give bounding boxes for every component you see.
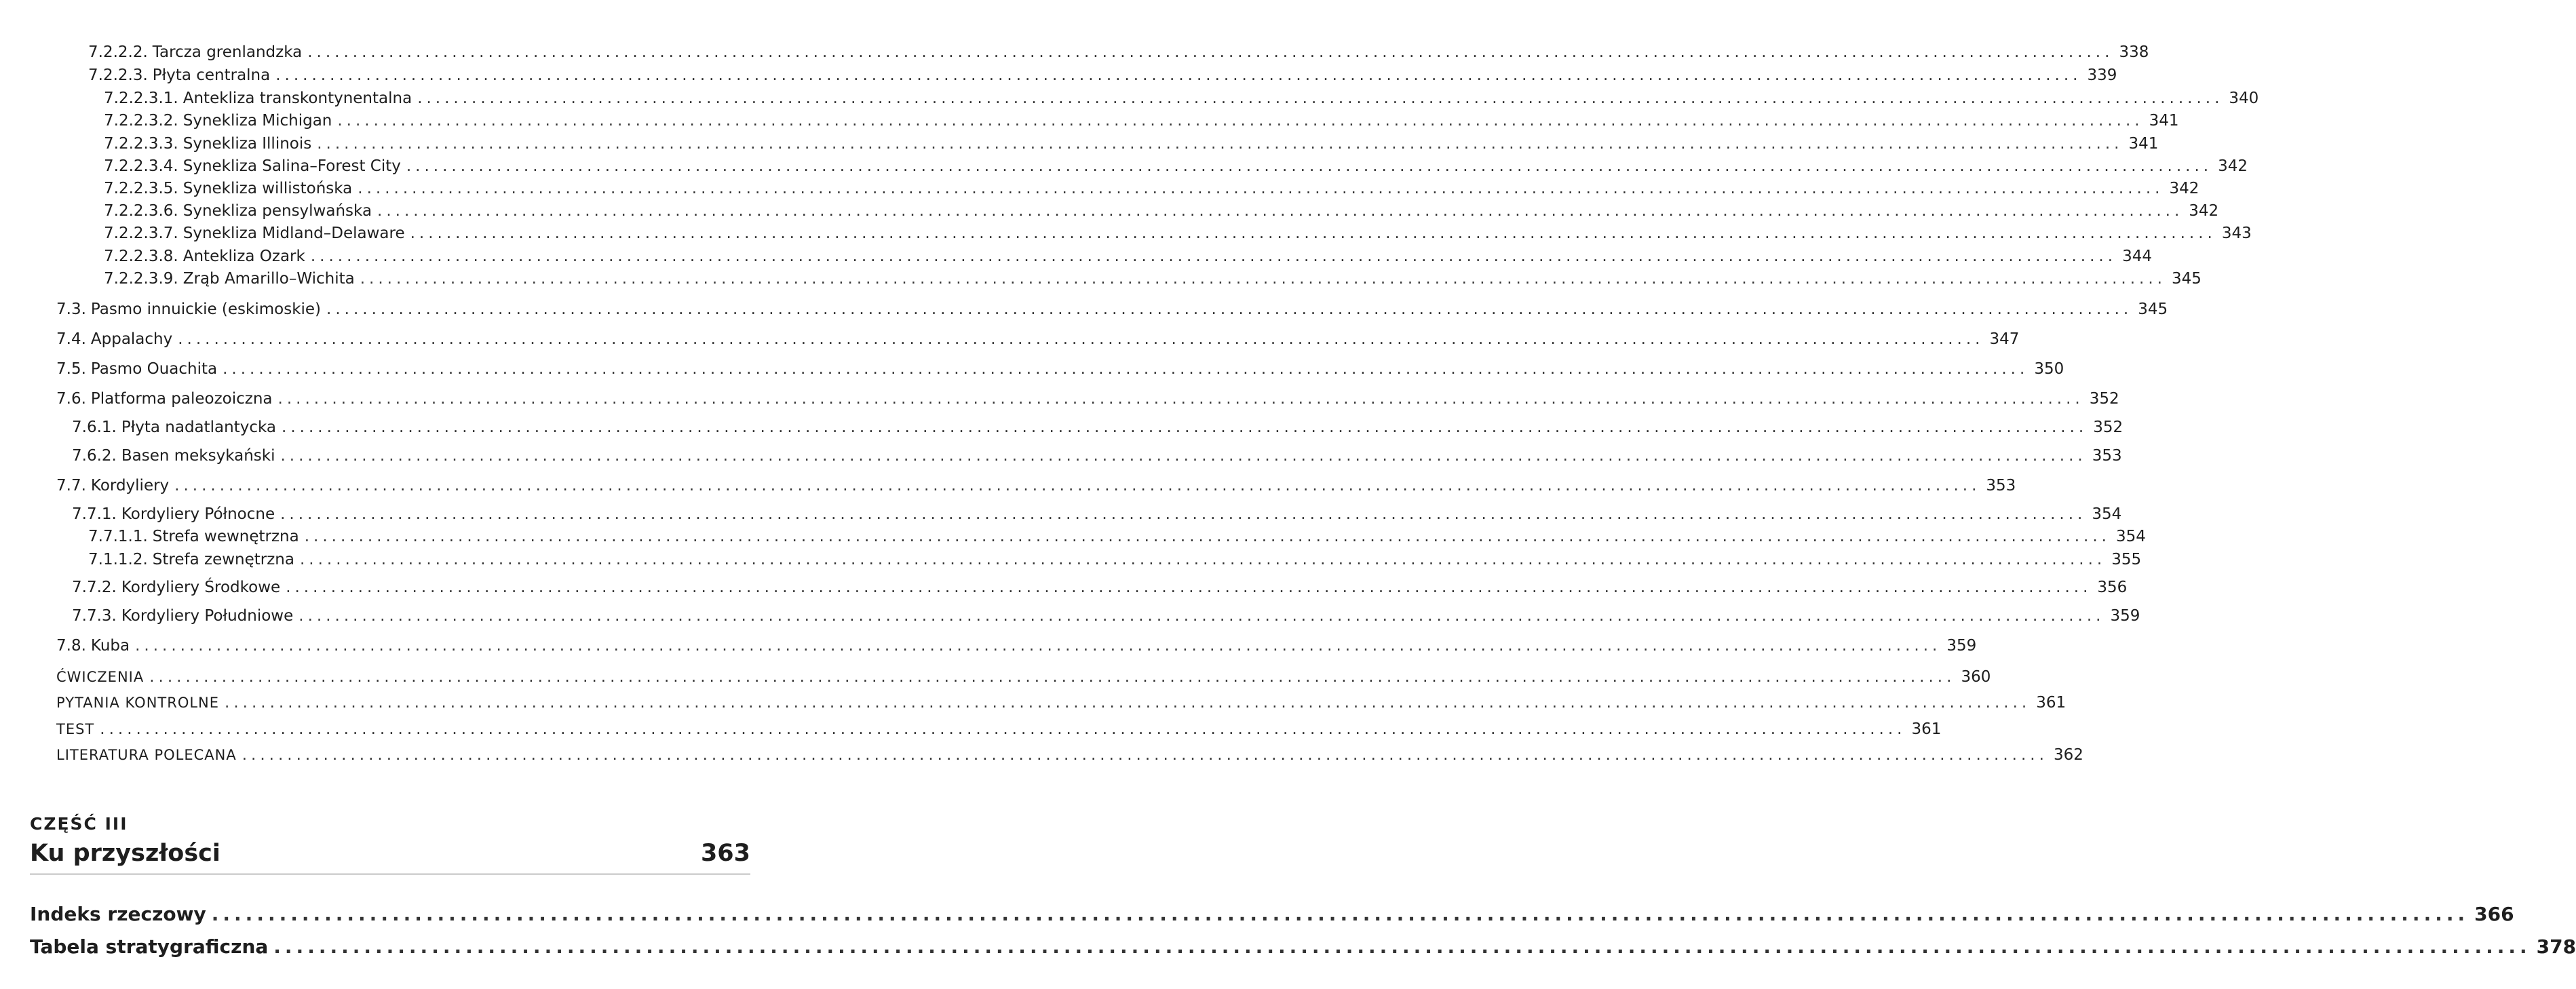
dot-leader: ........................................................................................................................................................................................................ bbox=[211, 903, 2469, 925]
toc-entry-page: 359 bbox=[1946, 637, 1977, 655]
toc-entry-title: Zrąb Amarillo–Wichita bbox=[182, 270, 355, 288]
toc-entry-title: Synekliza willistońska bbox=[182, 180, 353, 197]
toc-entry-title: PYTANIA KONTROLNE bbox=[56, 695, 220, 711]
toc-entry bbox=[88, 526, 2146, 547]
toc-entry-title: Tarcza grenlandzka bbox=[152, 43, 303, 61]
back-matter-page: 366 bbox=[2474, 903, 2514, 925]
toc-entry-number: 7.3. bbox=[56, 300, 86, 318]
toc-entry bbox=[88, 549, 2142, 570]
back-matter-entry bbox=[30, 902, 2514, 927]
dot-leader: ........................................................................................................................................................................................................ bbox=[310, 248, 2117, 265]
dot-leader: ........................................................................................................................................................................................................ bbox=[277, 390, 2084, 408]
toc-entry-page: 350 bbox=[2034, 360, 2064, 378]
dot-leader: ........................................................................................................................................................................................................ bbox=[299, 607, 2105, 625]
toc-entry-title: Płyta centralna bbox=[152, 66, 271, 84]
toc-entry-number: 7.8. bbox=[56, 637, 86, 655]
toc-entry-title: Pasmo Ouachita bbox=[90, 360, 218, 378]
back-matter-page: 378 bbox=[2536, 935, 2576, 958]
toc-entry bbox=[104, 134, 2159, 154]
part-title: Ku przyszłości bbox=[30, 840, 220, 867]
toc-entry-title: Pasmo innuickie (eskimoskie) bbox=[90, 300, 322, 318]
toc-entry-page: 353 bbox=[2092, 447, 2122, 465]
toc-entry-number: 7.7.2. bbox=[72, 579, 117, 596]
dot-leader: ........................................................................................................................................................................................................ bbox=[417, 90, 2224, 107]
dot-leader: ........................................................................................................................................................................................................ bbox=[286, 579, 2092, 596]
toc-entry-title: Synekliza pensylwańska bbox=[182, 202, 372, 220]
toc-entry-page: 341 bbox=[2149, 112, 2179, 130]
toc-entry-number: 7.2.2.3.5. bbox=[104, 180, 178, 197]
toc-entry bbox=[56, 745, 2083, 765]
toc-entry-number: 7.2.2.3.1. bbox=[104, 90, 178, 107]
dot-leader: ........................................................................................................................................................................................................ bbox=[358, 180, 2164, 197]
toc-entry-number: 7.2.2.3.4. bbox=[104, 157, 178, 175]
toc-entry bbox=[104, 88, 2259, 109]
toc-entry bbox=[104, 269, 2202, 289]
toc-entry-title: TEST bbox=[56, 721, 95, 737]
toc-entry-title: Appalachy bbox=[90, 330, 173, 348]
toc-entry-page: 338 bbox=[2119, 43, 2149, 61]
toc-entry-page: 340 bbox=[2229, 90, 2259, 107]
dot-leader: ........................................................................................................................................................................................................ bbox=[410, 225, 2216, 242]
toc-entry-number: 7.7.1. bbox=[72, 505, 117, 523]
toc-entry-title: Płyta nadatlantycka bbox=[121, 419, 277, 436]
toc-entry-page: 341 bbox=[2128, 135, 2159, 153]
toc-entry bbox=[56, 693, 2066, 713]
toc-entry-title: Strefa zewnętrzna bbox=[152, 551, 294, 568]
back-matter-title: Indeks rzeczowy bbox=[30, 903, 206, 925]
toc-entry bbox=[56, 299, 2168, 319]
toc-entry bbox=[88, 42, 2149, 62]
toc-entry-number: 7.2.2.3.9. bbox=[104, 270, 178, 288]
dot-leader: ........................................................................................................................................................................................................ bbox=[178, 330, 1984, 348]
toc-entry-page: 359 bbox=[2110, 607, 2140, 625]
toc-entry-title: Basen meksykański bbox=[121, 447, 275, 465]
toc-entry-number: 7.2.2.3.8. bbox=[104, 248, 178, 265]
dot-leader: ........................................................................................................................................................................................................ bbox=[275, 66, 2082, 84]
toc-entry-number: 7.5. bbox=[56, 360, 86, 378]
toc-entry-title: Kordyliery Południowe bbox=[121, 607, 294, 625]
dot-leader: ........................................................................................................................................................................................................ bbox=[225, 694, 2031, 712]
toc-entry-page: 342 bbox=[2218, 157, 2248, 175]
toc-entry bbox=[56, 667, 1991, 687]
toc-entry-title: Synekliza Michigan bbox=[182, 112, 332, 130]
dot-leader: ........................................................................................................................................................................................................ bbox=[317, 135, 2123, 153]
toc-entry-title: Kordyliery Środkowe bbox=[121, 579, 281, 596]
toc-entry-page: 343 bbox=[2221, 225, 2252, 242]
toc-entry-page: 362 bbox=[2053, 746, 2083, 764]
toc-entry bbox=[104, 246, 2152, 267]
toc-entry-title: Platforma paleozoiczna bbox=[90, 390, 273, 408]
toc-entry-page: 352 bbox=[2093, 419, 2123, 436]
toc-entry-number: 7.6.2. bbox=[72, 447, 117, 465]
toc-entry-title: Antekliza Ozark bbox=[182, 248, 305, 265]
toc-entry-number: 7.2.2.2. bbox=[88, 43, 148, 61]
toc-entry bbox=[104, 223, 2252, 244]
toc-entry-page: 361 bbox=[1911, 720, 1942, 738]
dot-leader: ........................................................................................................................................................................................................ bbox=[223, 360, 2029, 378]
toc-entry-page: 353 bbox=[1986, 477, 2016, 495]
toc-entry-page: 339 bbox=[2087, 66, 2117, 84]
toc-entry bbox=[56, 719, 1942, 739]
toc-entry-title: Synekliza Illinois bbox=[182, 135, 312, 153]
dot-leader: ........................................................................................................................................................................................................ bbox=[100, 720, 1906, 738]
dot-leader: ........................................................................................................................................................................................................ bbox=[282, 419, 2088, 436]
part-label: CZĘŚĆ III bbox=[30, 814, 128, 834]
dot-leader: ........................................................................................................................................................................................................ bbox=[135, 637, 1942, 655]
back-matter-entry bbox=[30, 935, 2576, 959]
toc-entry-page: 355 bbox=[2111, 551, 2142, 568]
toc-entry-page: 360 bbox=[1961, 668, 1991, 686]
toc-entry bbox=[104, 111, 2179, 131]
dot-leader: ........................................................................................................................................................................................................ bbox=[273, 935, 2531, 958]
toc-entry-page: 361 bbox=[2036, 694, 2066, 712]
toc-entry-number: 7.7.3. bbox=[72, 607, 117, 625]
dot-leader: ........................................................................................................................................................................................................ bbox=[280, 505, 2087, 523]
toc-entry-title: Kordyliery Północne bbox=[121, 505, 275, 523]
part-page: 363 bbox=[700, 840, 750, 867]
dot-leader: ........................................................................................................................................................................................................ bbox=[304, 528, 2111, 545]
toc-entry bbox=[56, 389, 2119, 409]
toc-entry-number: 7.2.2.3.3. bbox=[104, 135, 178, 153]
toc-entry-title: Kuba bbox=[90, 637, 130, 655]
toc-entry bbox=[56, 329, 2020, 349]
toc-entry bbox=[56, 636, 1977, 656]
dot-leader: ........................................................................................................................................................................................................ bbox=[149, 668, 1956, 686]
toc-entry-title: Kordyliery bbox=[90, 477, 170, 495]
toc-entry-page: 342 bbox=[2169, 180, 2199, 197]
toc-entry-page: 344 bbox=[2122, 248, 2152, 265]
toc-entry-page: 354 bbox=[2092, 505, 2122, 523]
dot-leader: ........................................................................................................................................................................................................ bbox=[174, 477, 1981, 495]
toc-entry bbox=[72, 504, 2122, 524]
toc-entry-title: Strefa wewnętrzna bbox=[152, 528, 299, 545]
dot-leader: ........................................................................................................................................................................................................ bbox=[406, 157, 2213, 175]
back-matter-title: Tabela stratygraficzna bbox=[30, 935, 269, 958]
toc-entry-title: LITERATURA POLECANA bbox=[56, 747, 237, 763]
toc-entry-page: 342 bbox=[2189, 202, 2219, 220]
toc-entry bbox=[104, 178, 2199, 199]
toc-entry bbox=[104, 156, 2248, 176]
toc-entry-title: Synekliza Midland–Delaware bbox=[182, 225, 405, 242]
toc-entry-title: ĆWICZENIA bbox=[56, 669, 145, 685]
dot-leader: ........................................................................................................................................................................................................ bbox=[326, 300, 2133, 318]
toc-entry-number: 7.6.1. bbox=[72, 419, 117, 436]
toc-entry-page: 356 bbox=[2097, 579, 2128, 596]
toc-entry-page: 345 bbox=[2171, 270, 2202, 288]
toc-entry-page: 352 bbox=[2089, 390, 2119, 408]
toc-entry-page: 347 bbox=[1989, 330, 2020, 348]
toc-entry-number: 7.2.2.3.2. bbox=[104, 112, 178, 130]
dot-leader: ........................................................................................................................................................................................................ bbox=[377, 202, 2184, 220]
toc-entry-number: 7.1.1.2. bbox=[88, 551, 148, 568]
toc-entry-title: Synekliza Salina–Forest City bbox=[182, 157, 401, 175]
toc-entry-number: 7.7.1.1. bbox=[88, 528, 148, 545]
toc-entry bbox=[72, 577, 2128, 598]
dot-leader: ........................................................................................................................................................................................................ bbox=[307, 43, 2114, 61]
toc-entry bbox=[72, 446, 2122, 466]
toc-entry bbox=[88, 65, 2117, 85]
dot-leader: ........................................................................................................................................................................................................ bbox=[280, 447, 2087, 465]
dot-leader: ........................................................................................................................................................................................................ bbox=[242, 746, 2048, 764]
dot-leader: ........................................................................................................................................................................................................ bbox=[360, 270, 2166, 288]
toc-entry-number: 7.6. bbox=[56, 390, 86, 408]
toc-entry bbox=[72, 606, 2140, 626]
toc-entry-number: 7.2.2.3.7. bbox=[104, 225, 178, 242]
toc-entry-number: 7.2.2.3. bbox=[88, 66, 148, 84]
dot-leader: ........................................................................................................................................................................................................ bbox=[337, 112, 2144, 130]
dot-leader: ........................................................................................................................................................................................................ bbox=[299, 551, 2107, 568]
toc-entry-page: 345 bbox=[2138, 300, 2168, 318]
toc-entry bbox=[72, 417, 2123, 438]
toc-entry-number: 7.7. bbox=[56, 477, 86, 495]
toc-entry bbox=[56, 476, 2016, 496]
toc-entry bbox=[104, 201, 2219, 221]
part-heading bbox=[30, 840, 750, 874]
toc-entry-number: 7.4. bbox=[56, 330, 86, 348]
toc-entry-title: Antekliza transkontynentalna bbox=[182, 90, 412, 107]
toc-entry bbox=[56, 359, 2064, 379]
toc-entry-number: 7.2.2.3.6. bbox=[104, 202, 178, 220]
toc-entry-page: 354 bbox=[2115, 528, 2146, 545]
